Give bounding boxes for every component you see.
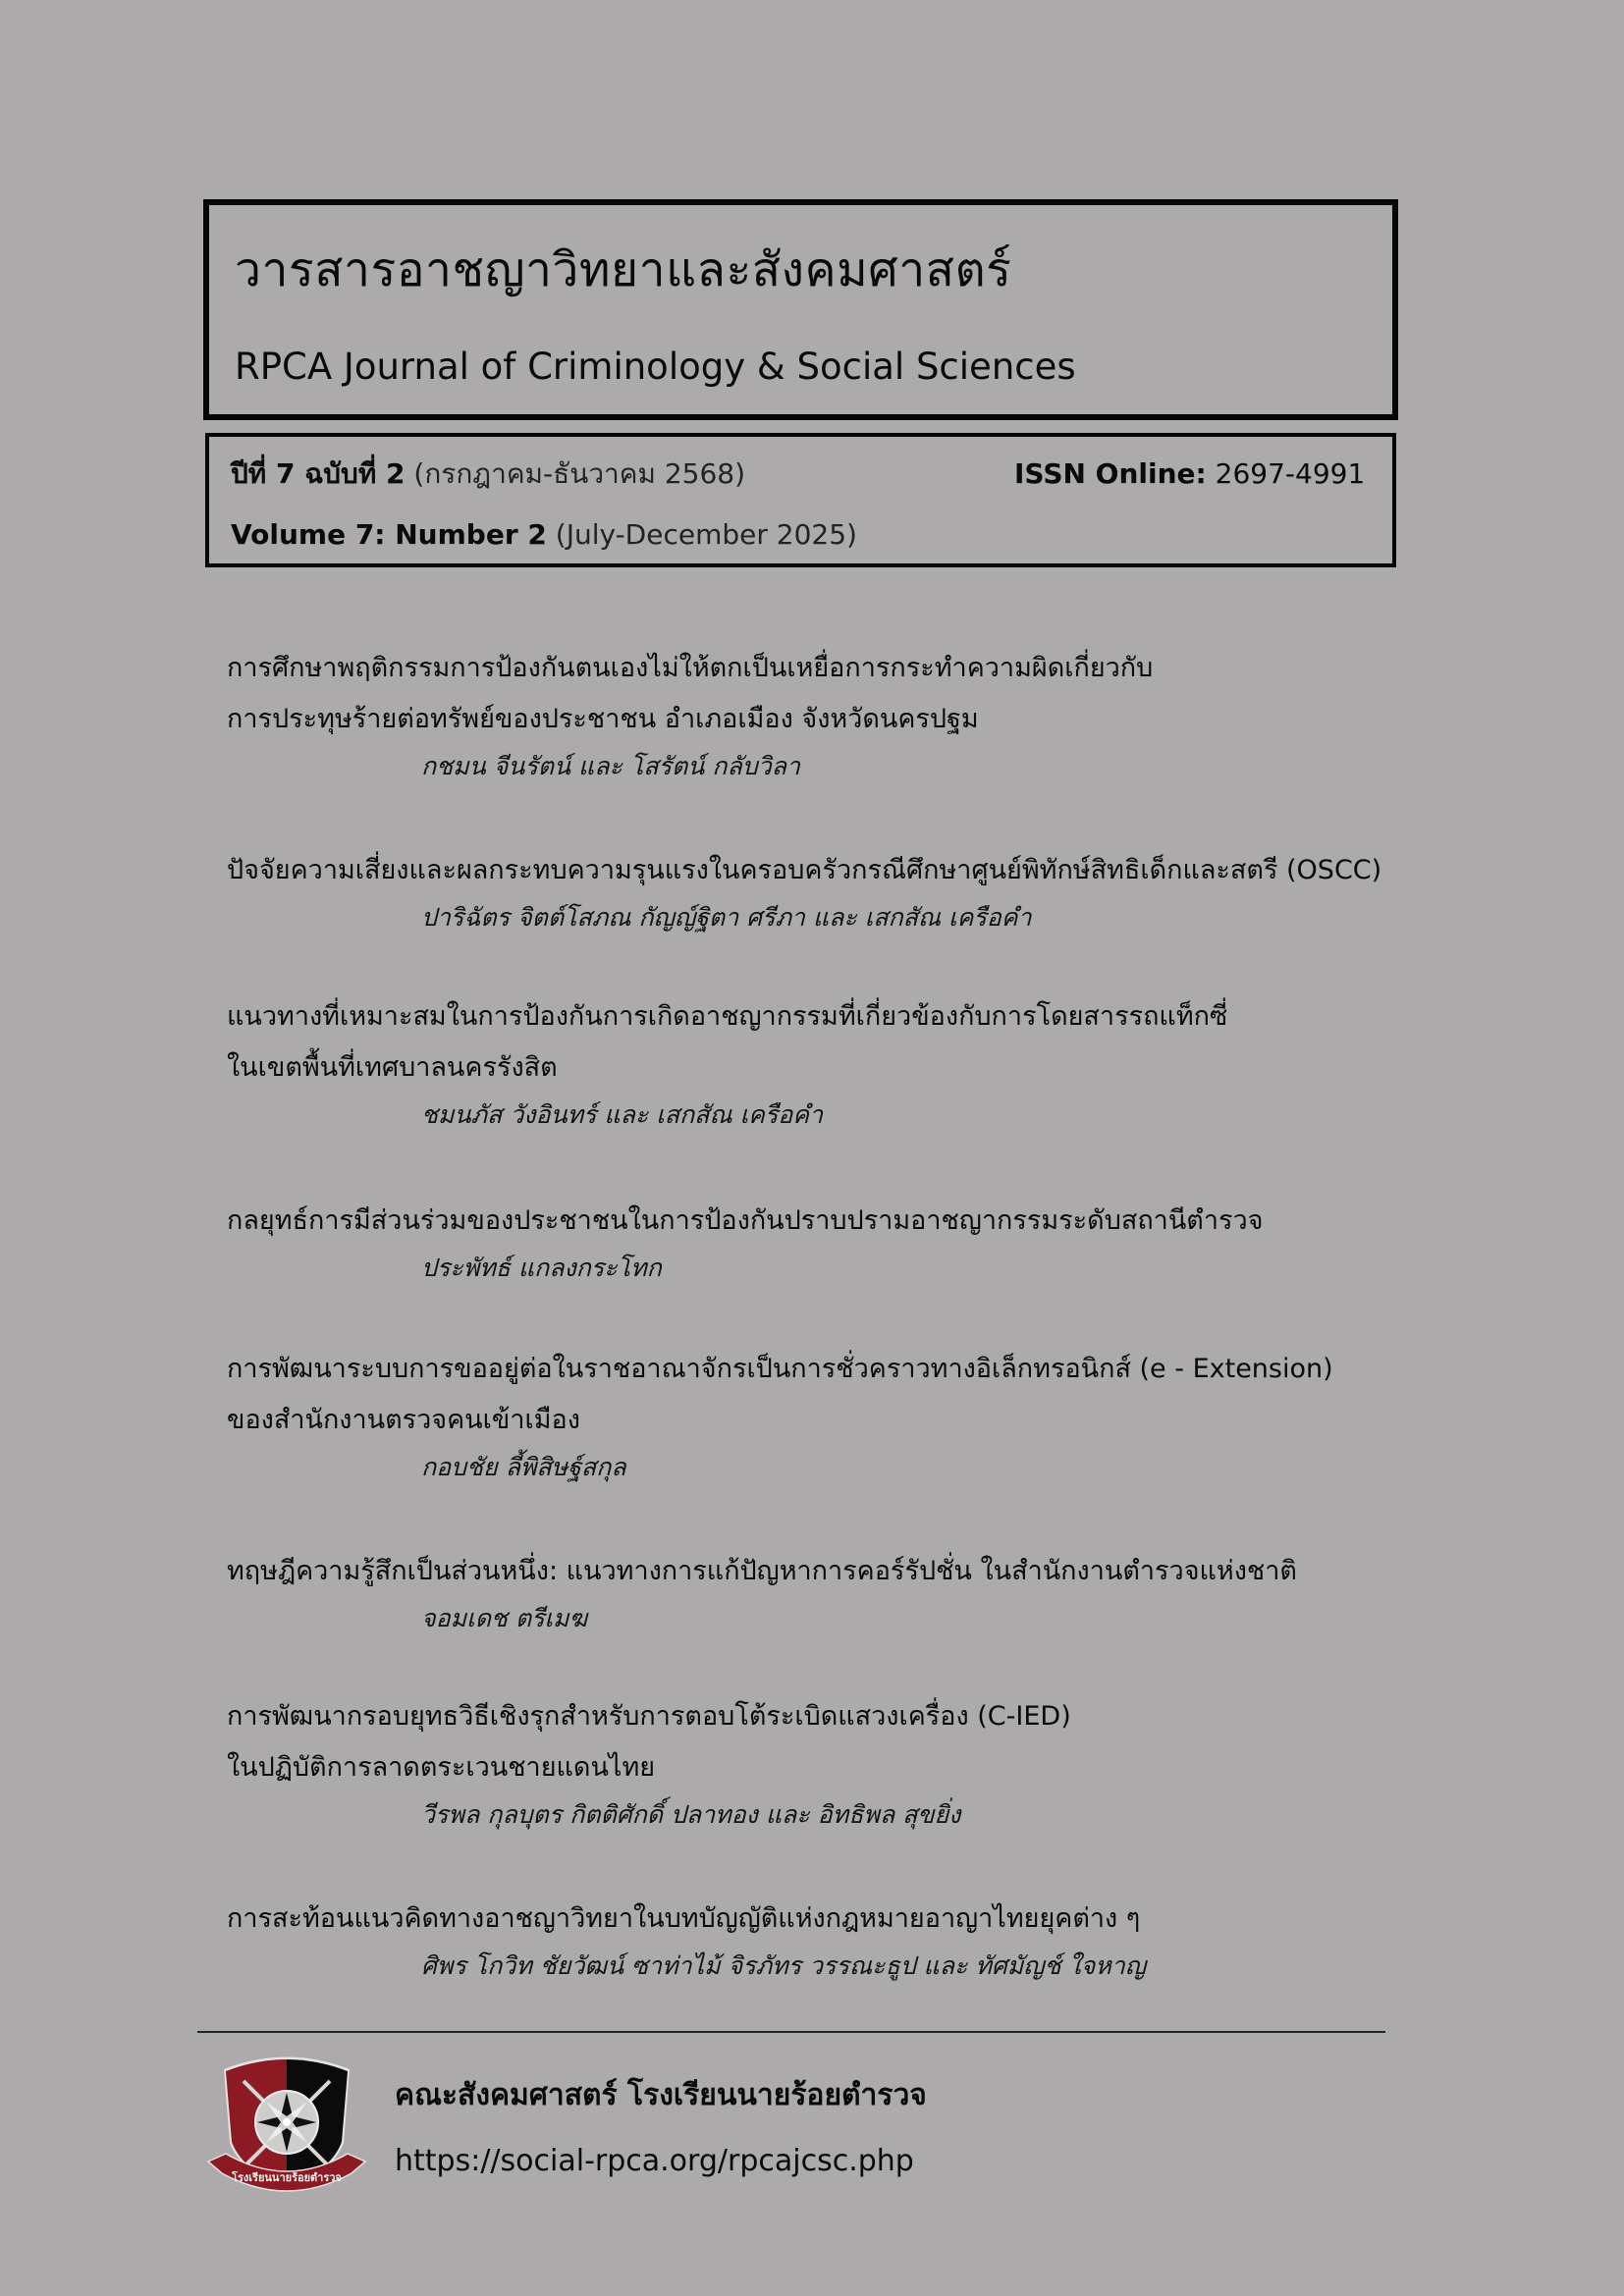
article-item[interactable] <box>227 643 1405 788</box>
issue-english <box>231 517 857 553</box>
police-academy-logo <box>204 2052 369 2197</box>
article-item[interactable] <box>227 1691 1405 1837</box>
article-authors: กอบชัย ลี้พิสิษฐ์สกุล <box>421 1453 626 1481</box>
issue-thai <box>231 456 745 492</box>
journal-title-english: RPCA Journal of Criminology & Social Sciences <box>235 346 1076 388</box>
article-title[interactable]: ทฤษฎีความรู้สึกเป็นส่วนหนึ่ง: แนวทางการแก้ปัญหาการคอร์รัปชั่น ในสำนักงานตำรวจแห่งชาติ <box>227 1556 1297 1586</box>
article-item[interactable] <box>227 1546 1405 1640</box>
article-title-cont[interactable]: การประทุษร้ายต่อทรัพย์ของประชาชน อำเภอเมือง จังหวัดนครปฐม <box>227 704 979 734</box>
article-title[interactable]: กลยุทธ์การมีส่วนร่วมของประชาชนในการป้องกันปราบปรามอาชญากรรมระดับสถานีตำรวจ <box>227 1205 1264 1236</box>
article-item[interactable] <box>227 1196 1405 1290</box>
article-authors: ประพัทธ์ แกลงกระโทก <box>421 1254 662 1282</box>
article-title-cont[interactable]: ของสำนักงานตรวจคนเข้าเมือง <box>227 1405 580 1435</box>
issue-thai-volume: ปีที่ 7 ฉบับที่ 2 <box>231 457 406 490</box>
svg-text:โรงเรียนนายร้อยตำรวจ: โรงเรียนนายร้อยตำรวจ <box>232 2171 342 2184</box>
article-title-cont[interactable]: ในเขตพื้นที่เทศบาลนครรังสิต <box>227 1052 558 1083</box>
footer-divider <box>197 2031 1385 2033</box>
issue-english-period: (July-December 2025) <box>555 518 857 551</box>
issue-thai-period: (กรกฎาคม-ธันวาคม 2568) <box>413 457 746 490</box>
article-title[interactable]: แนวทางที่เหมาะสมในการป้องกันการเกิดอาชญากรรมที่เกี่ยวข้องกับการโดยสารรถแท็กซี่ <box>227 1001 1228 1032</box>
article-item[interactable] <box>227 1344 1405 1489</box>
issn-label: ISSN Online: <box>1014 457 1207 490</box>
article-title[interactable]: การศึกษาพฤติกรรมการป้องกันตนเองไม่ให้ตกเป็นเหยื่อการกระทำความผิดเกี่ยวกับ <box>227 653 1154 683</box>
article-title[interactable]: ปัจจัยความเสี่ยงและผลกระทบความรุนแรงในครอบครัวกรณีศึกษาศูนย์พิทักษ์สิทธิเด็กและสตรี (OSCC) <box>227 855 1382 885</box>
issue-english-volume: Volume 7: Number 2 <box>231 518 547 551</box>
journal-title-box <box>203 199 1398 420</box>
article-authors: ชมนภัส วังอินทร์ และ เสกสัณ เครือคำ <box>421 1100 824 1129</box>
article-authors: กชมน จีนรัตน์ และ โสรัตน์ กลับวิลา <box>421 752 800 780</box>
article-authors: จอมเดช ตรีเมฆ <box>421 1604 588 1632</box>
article-authors: วีรพล กุลบุตร กิตติศักดิ์ ปลาทอง และ อิทธิพล สุขยิ่ง <box>421 1800 961 1829</box>
article-title[interactable]: การสะท้อนแนวคิดทางอาชญาวิทยาในบทบัญญัติแห่งกฎหมายอาญาไทยยุคต่าง ๆ <box>227 1903 1141 1934</box>
footer-organization: คณะสังคมศาสตร์ โรงเรียนนายร้อยตำรวจ <box>395 2078 927 2112</box>
article-authors: ปาริฉัตร จิตต์โสภณ กัญญ์ฐิตา ศรีภา และ เสกสัณ เครือคำ <box>421 903 1032 932</box>
footer-website-link[interactable]: https://social-rpca.org/rpcajcsc.php <box>395 2144 914 2178</box>
article-item[interactable] <box>227 845 1405 939</box>
issn <box>1014 456 1365 492</box>
article-item[interactable] <box>227 1894 1405 1988</box>
issn-value: 2697-4991 <box>1215 457 1366 490</box>
article-authors: ศิพร โกวิท ชัยวัฒน์ ซาท่าไม้ จิรภัทร วรรณะธูป และ ทัศมัญช์ ใจหาญ <box>421 1951 1147 1980</box>
article-title[interactable]: การพัฒนากรอบยุทธวิธีเชิงรุกสำหรับการตอบโต้ระเบิดแสวงเครื่อง (C-IED) <box>227 1701 1071 1732</box>
article-item[interactable] <box>227 991 1405 1137</box>
article-title-cont[interactable]: ในปฏิบัติการลาดตระเวนชายแดนไทย <box>227 1752 656 1783</box>
journal-title-thai: วารสารอาชญาวิทยาและสังคมศาสตร์ <box>235 242 1012 297</box>
shield-crest-icon <box>204 2052 369 2197</box>
issue-info-box <box>205 433 1396 567</box>
article-title[interactable]: การพัฒนาระบบการขออยู่ต่อในราชอาณาจักรเป็นการชั่วคราวทางอิเล็กทรอนิกส์ (e - Extension) <box>227 1354 1333 1384</box>
